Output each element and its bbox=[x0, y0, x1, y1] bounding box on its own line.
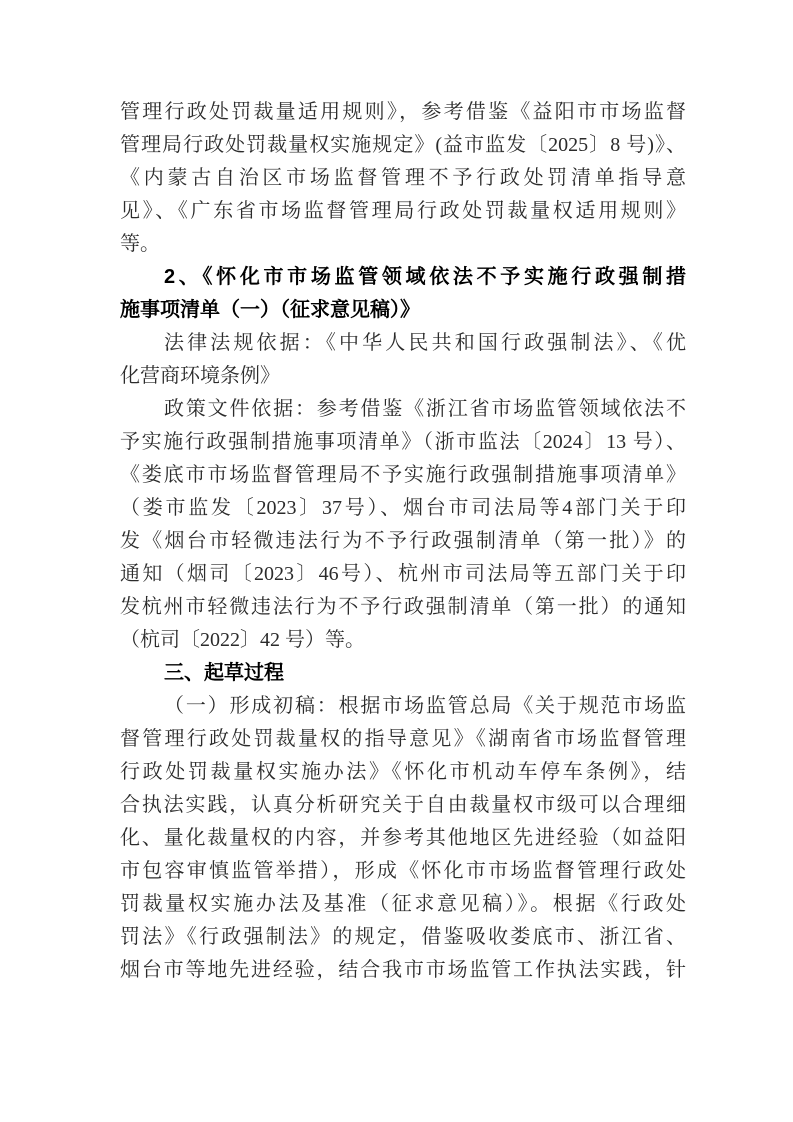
text-line: 政策文件依据：参考借鉴《浙江省市场监管领域依法不 bbox=[164, 398, 686, 420]
text-line: 烟台市等地先进经验，结合我市市场监管工作执法实践，针 bbox=[120, 959, 686, 981]
text-line: （一）形成初稿：根据市场监管总局《关于规范市场监 bbox=[164, 695, 686, 717]
text-line: 罚裁量权实施办法及基准（征求意见稿）》。根据《行政处 bbox=[120, 893, 686, 915]
text-line: 通知（烟司〔2023〕46号）、杭州市司法局等五部门关于印 bbox=[120, 563, 686, 585]
heading-line: 施事项清单（一）（征求意见稿）》 bbox=[120, 299, 420, 321]
text-line: 法律法规依据：《中华人民共和国行政强制法》、《优 bbox=[164, 332, 686, 354]
text-line: 发杭州市轻微违法行为不予行政强制清单（第一批）的通知 bbox=[120, 596, 686, 618]
text-line: 《娄底市市场监督管理局不予实施行政强制措施事项清单》 bbox=[120, 464, 686, 486]
text-line: 管理局行政处罚裁量权实施规定》(益市监发〔2025〕8 号)》、 bbox=[120, 134, 686, 156]
text-line: （娄市监发〔2023〕37号）、烟台市司法局等4部门关于印 bbox=[120, 497, 686, 519]
text-line: 市包容审慎监管举措），形成《怀化市市场监督管理行政处 bbox=[120, 860, 686, 882]
heading-line: 2、《怀化市市场监管领域依法不予实施行政强制措 bbox=[164, 266, 686, 288]
document-body bbox=[120, 96, 686, 987]
text-line: 督管理行政处罚裁量权的指导意见》《湖南省市场监督管理 bbox=[120, 728, 686, 750]
text-line: 管理行政处罚裁量适用规则》，参考借鉴《益阳市市场监督 bbox=[120, 101, 686, 123]
text-line: 合执法实践，认真分析研究关于自由裁量权市级可以合理细 bbox=[120, 794, 686, 816]
text-line: 化、量化裁量权的内容，并参考其他地区先进经验（如益阳 bbox=[120, 827, 686, 849]
text-line: 《内蒙古自治区市场监督管理不予行政处罚清单指导意 bbox=[120, 167, 686, 189]
text-line: （杭司〔2022〕42 号）等。 bbox=[120, 629, 365, 651]
heading-line: 三、起草过程 bbox=[164, 662, 284, 684]
text-line: 行政处罚裁量权实施办法》《怀化市机动车停车条例》，结 bbox=[120, 761, 686, 783]
text-line: 罚法》《行政强制法》的规定，借鉴吸收娄底市、浙江省、 bbox=[120, 926, 686, 948]
text-line: 予实施行政强制措施事项清单》（浙市监法〔2024〕13 号）、 bbox=[120, 431, 686, 453]
text-line: 发《烟台市轻微违法行为不予行政强制清单（第一批）》的 bbox=[120, 530, 686, 552]
text-line: 等。 bbox=[120, 233, 160, 255]
text-line: 见》、《广东省市场监督管理局行政处罚裁量权适用规则》 bbox=[120, 200, 686, 222]
text-line: 化营商环境条例》 bbox=[120, 365, 280, 387]
